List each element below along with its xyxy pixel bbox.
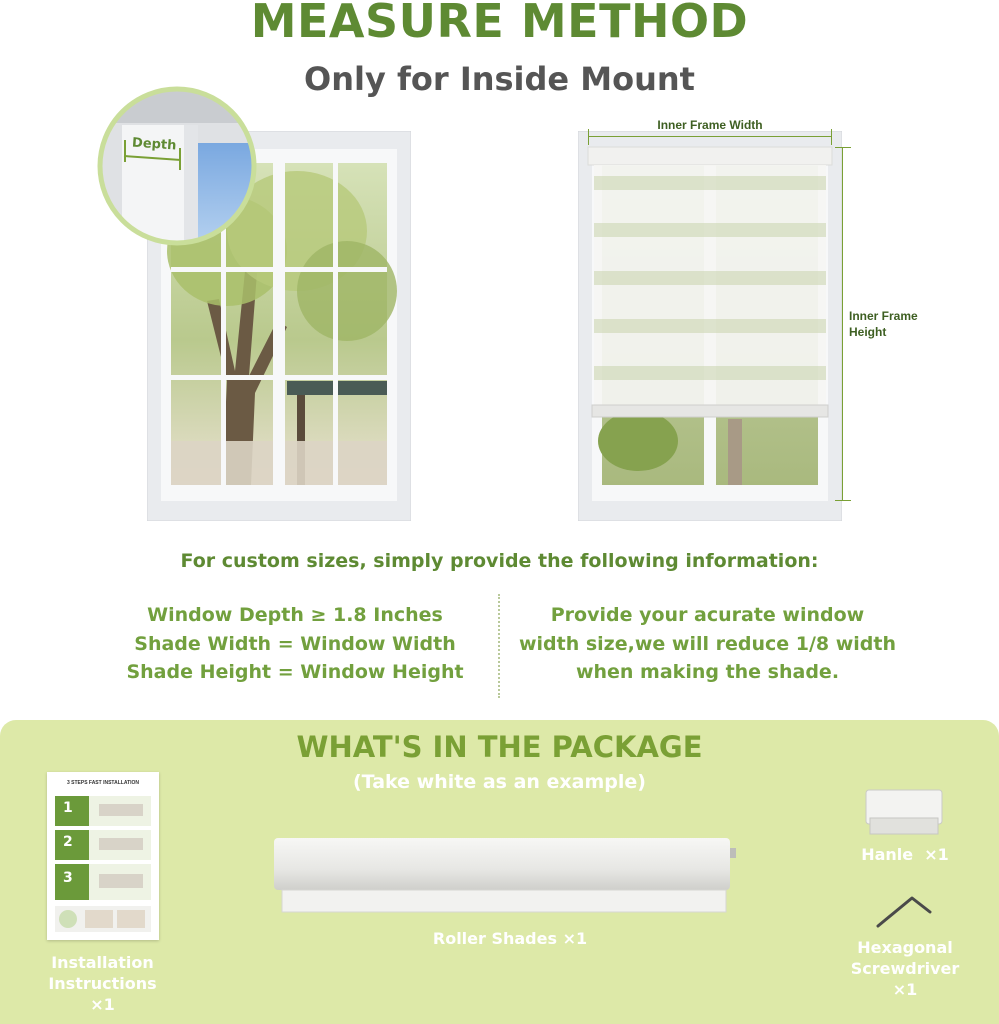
page-title: MEASURE METHOD xyxy=(250,0,749,48)
depth-label: Depth xyxy=(131,135,177,154)
requirement-height: Shade Height = Window Height xyxy=(126,661,464,683)
height-label-line2: Height xyxy=(849,325,887,339)
height-tick-top xyxy=(835,147,851,148)
inner-frame-width-label: Inner Frame Width xyxy=(657,118,763,132)
requirement-width: Shade Width = Window Width xyxy=(134,632,456,655)
requirement-depth: Window Depth ≥ 1.8 Inches xyxy=(147,604,443,626)
manual-step-number: 3 xyxy=(63,870,73,886)
roller-shade-image xyxy=(274,836,738,916)
depth-marker-left xyxy=(124,140,126,162)
manual-step-number: 1 xyxy=(63,800,73,816)
package-subtitle: (Take white as an example) xyxy=(353,771,646,793)
divider-dotted xyxy=(498,594,500,698)
installation-manual-image xyxy=(47,772,159,940)
hex-screwdriver-label: Hexagonal Screwdriver ×1 xyxy=(850,938,960,999)
requirements-list xyxy=(110,601,480,687)
width-note-line2: width size,we will reduce 1/8 width xyxy=(518,632,897,655)
installation-instructions-label: Installation Instructions ×1 xyxy=(48,953,157,1014)
width-note-line3: when making the shade. xyxy=(575,661,840,683)
manual-step-1 xyxy=(55,796,151,826)
manual-step-number: 2 xyxy=(63,834,73,850)
height-dimension-line xyxy=(842,147,843,501)
width-tick-left xyxy=(588,129,589,145)
width-dimension-line xyxy=(588,136,832,137)
width-note xyxy=(515,601,900,687)
custom-size-heading: For custom sizes, simply provide the following information: xyxy=(180,550,819,572)
width-note-line1: Provide your acurate window xyxy=(550,604,865,626)
hanle-label: Hanle ×1 xyxy=(861,845,949,864)
manual-step-2 xyxy=(55,830,151,860)
package-title: WHAT'S IN THE PACKAGE xyxy=(296,730,703,764)
manual-header: 3 STEPS FAST INSTALLATION xyxy=(66,780,140,786)
manual-footer xyxy=(55,906,151,932)
depth-detail-circle xyxy=(96,85,258,247)
height-label-line1: Inner Frame xyxy=(849,309,918,323)
manual-step-3 xyxy=(55,864,151,900)
inner-frame-height-label xyxy=(849,308,918,340)
right-window-illustration xyxy=(578,131,842,521)
width-tick-right xyxy=(831,129,832,145)
height-tick-bottom xyxy=(835,500,851,501)
page-subtitle: Only for Inside Mount xyxy=(304,60,695,98)
hanle-image xyxy=(864,788,944,838)
hex-screwdriver-icon xyxy=(874,892,934,932)
roller-shades-label: Roller Shades ×1 xyxy=(432,929,588,948)
